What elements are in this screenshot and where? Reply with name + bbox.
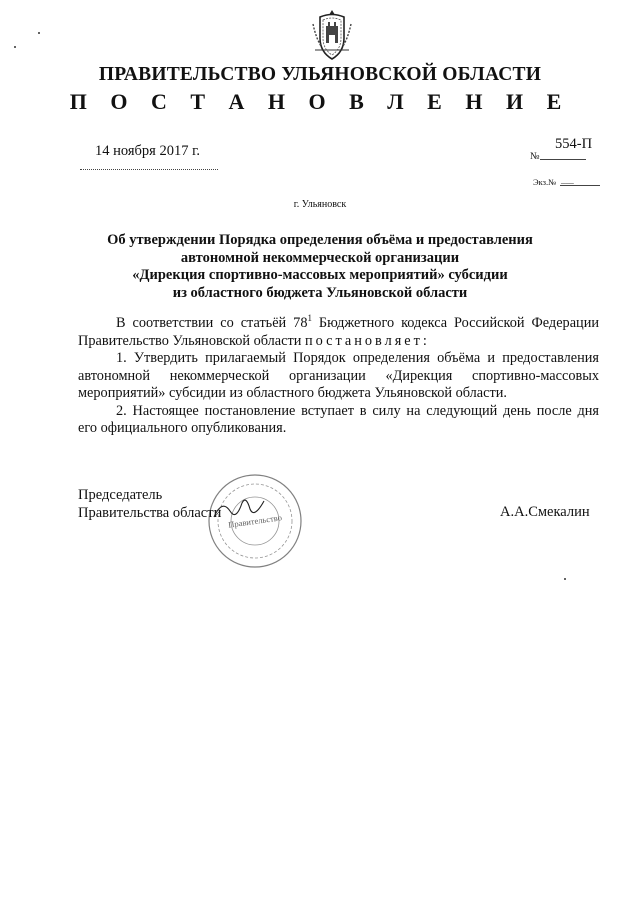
article-superscript: 1 [307, 313, 312, 324]
document-body [78, 315, 599, 438]
document-type-title: П О С Т А Н О В Л Е Н И Е [69, 89, 571, 114]
government-title: ПРАВИТЕЛЬСТВО УЛЬЯНОВСКОЙ ОБЛАСТИ [98, 64, 542, 85]
number-underline [540, 159, 586, 160]
copy-number-value: ___ [561, 175, 574, 185]
document-subject [100, 232, 540, 302]
document-date: 14 ноября 2017 г. [95, 143, 201, 159]
document-number: 554-П [555, 136, 593, 152]
preamble-paragraph [78, 315, 599, 350]
preamble-start: В соответствии со статьёй 78 [116, 315, 308, 331]
scan-speck [14, 46, 16, 48]
subject-line: Об утверждении Порядка определения объёма и предоставления [107, 232, 533, 248]
position-line: Правительства области [78, 505, 222, 521]
position-line: Председатель [78, 487, 163, 503]
coat-of-arms-emblem [311, 8, 353, 62]
signatory-name: А.А.Смекалин [500, 504, 590, 520]
number-sign: № [530, 151, 540, 162]
handwritten-signature [210, 493, 270, 523]
clause-1-paragraph: 1. Утвердить прилагаемый Порядок определения объёма и предоставления автономной некоммерческой организации «Дирекция спортивно-массовых мероприятий» субсидии из областного бюджета Ульяновской области. [78, 350, 599, 401]
stamp-text: Правительство [227, 512, 283, 530]
date-underline [80, 169, 218, 170]
copy-number-underline [560, 185, 600, 186]
clause-2-paragraph: 2. Настоящее постановление вступает в силу на следующий день после дня его официального опубликования. [78, 402, 599, 436]
scan-speck [564, 578, 566, 580]
preamble-end: Бюджетного кодекса Российской Федерации Правительство Ульяновской области [78, 315, 599, 349]
subject-line: «Дирекция спортивно-массовых мероприятий» субсидии [132, 267, 508, 283]
resolves-word: постановляет [304, 332, 423, 349]
subject-line: из областного бюджета Ульяновской области [172, 284, 468, 301]
preamble-tail: : [422, 332, 427, 349]
subject-line: автономной некоммерческой организации [180, 249, 460, 266]
city-name: г. Ульяновск [293, 199, 347, 210]
signatory-position [78, 486, 221, 522]
copy-number-label: Экз.№ [533, 177, 557, 187]
scan-speck [38, 32, 40, 34]
